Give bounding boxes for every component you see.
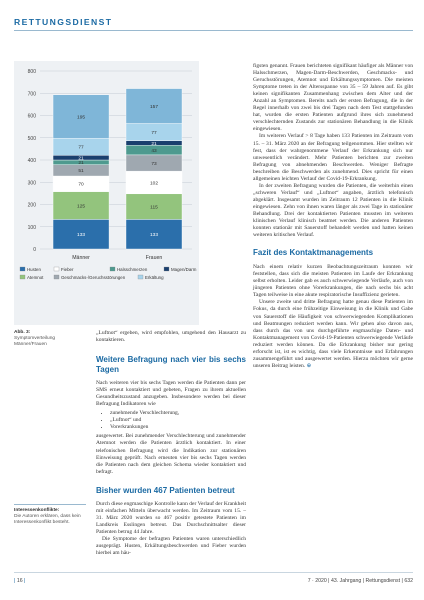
bar-value-label: 133 [77, 233, 86, 239]
paragraph-weiterer-verlauf: Im weiteren Verlauf > 8 Tage haben 133 Patienten im Zeitraum vom 15. – 31. März 2020 an der Befragung teilgenommen. Hier stellten wir fest, dass der wahrgenommene Verlauf der Erkrankung sich nur unwesentlich verändert. Mehr Patienten berichten zur zweiten Befragung von abnehmenden Beschwerden. Weniger Befragte beschreiben die Beschwerden als zunehmend. Dies spricht für einen allgemeinen leichten Verlauf der Covid-19-Erkrankung. [253, 133, 413, 182]
page-number-right: 632 [404, 578, 413, 584]
y-tick-label: 100 [27, 224, 36, 231]
paragraph-bisher: Durch diese engmaschige Kontrolle kann der Verlauf der Krankheit mit einfachen Mitteln überwacht werden. Im Zeitraum vom 15. – 31. März 2020 wurden so 467 positiv getestete Patienten im Landkreis Esslingen betreut. Das Durchschnittsalter dieser Patienten betrug 44 Jahre. [96, 500, 246, 535]
paragraph-zweite-befragung: In der zweiten Befragung wurden die Patienten, die weiterhin einen „schweren Verlauf“ und „Luftnot“ angaben, ärztlich telefonisch abgeklärt. Insgesamt wurden im Zeitraum 12 Patienten in die Klinik eingewiesen. Zehn von ihnen waren länger als zwei Tage in stationärer Behandlung. Drei der kontaktierten Patienten mussten im weiteren klinischen Verlauf klinisch beatmet werden. Die anderen Patienten konnten stationär mit Sauerstoff behandelt werden und hatten keinen weiteren kritischen Verlauf. [253, 182, 413, 239]
bar-value-label: 43 [151, 148, 157, 154]
legend-swatch [20, 267, 25, 271]
legend-swatch [164, 267, 169, 271]
legend-label: Geschmacks-/Geruchsstörungen [61, 275, 126, 280]
figure-chart-box [14, 61, 199, 325]
right-column [253, 63, 413, 370]
heading-weitere-befragung: Weitere Befragung nach vier bis sechs Tagen [96, 355, 246, 375]
bar-value-label: 21 [78, 156, 84, 162]
x-category-label: Männer [72, 255, 90, 261]
paragraph-fazit-1: Nach einem relativ kurzen Beobachtungszeitraum konnten wir feststellen, dass sich die meisten Patienten im Laufe der Erkrankung selbst erholten. Leider gab es auch schwerwiegende Verläufe, auch von jüngeren Patienten ohne Vorerkrankungen, die nach sechs bis acht Tagen teilweise in eine akute respiratorische Insuffizienz gerieten. [253, 264, 413, 299]
bar-value-label: 102 [149, 181, 159, 187]
bar-value-label: 77 [78, 145, 84, 151]
list-item: • zunehmende Verschlechterung, [110, 410, 246, 417]
paragraph-ausgewertet: ausgewertet. Bei zunehmender Verschlechterung und zunehmender Atemnot werden die Patienten ärztlich kontaktiert. In einer telefonischen Befragung wird die Indikation zur stationären Einweisung geprüft. Nach erneuten vier bis sechs Tagen werden die Patienten nach dem gleichen Schema wieder kontaktiert und befragt. [96, 433, 246, 475]
y-tick-label: 0 [33, 247, 36, 253]
bar-value-label: 70 [78, 182, 84, 188]
y-tick-label: 500 [27, 135, 36, 142]
y-tick-label: 700 [27, 91, 36, 98]
y-tick-label: 400 [27, 158, 36, 164]
bar-value-label: 125 [77, 204, 86, 210]
list-item: • „Luftnot“ und [110, 417, 246, 424]
page-number-left: 16 [16, 578, 23, 584]
journal-info: 7 · 2020 | 43. Jahrgang | Rettungsdienst | [307, 578, 403, 584]
bar-value-label: 21 [78, 161, 84, 167]
sidenote-text: Die Autoren erklären, dass kein Interessenkonflikt besteht. [14, 514, 81, 526]
legend-swatch [110, 267, 115, 271]
bar-value-label: 77 [151, 130, 157, 136]
footer-journal [308, 578, 413, 584]
list-item: • Vorerkrankungen [110, 424, 246, 431]
legend-swatch [138, 275, 143, 279]
left-column [96, 330, 246, 557]
y-tick-label: 600 [27, 113, 36, 120]
bar-value-label: 157 [149, 104, 159, 110]
y-tick-label: 300 [27, 180, 36, 187]
figure-caption [14, 330, 56, 348]
conflict-of-interest-note [14, 504, 86, 526]
legend-label: Erkältung [145, 275, 164, 280]
footer-page-left: | 16 | [14, 578, 26, 584]
y-tick-label: 200 [27, 202, 36, 209]
x-category-label: Frauen [145, 255, 163, 261]
bar-value-label: 51 [78, 169, 84, 175]
sidenote-title: Interessenkonflikte: [14, 508, 60, 513]
legend-label: Halsschmerzen [117, 267, 148, 272]
legend-label: Husten [27, 267, 41, 272]
bar-value-label: 115 [150, 205, 158, 211]
bar-value-label: 195 [77, 115, 86, 121]
paragraph-fazit-2-text: Unsere zweite und dritte Befragung hatte genau diese Patienten im Fokus, da durch eine frühzeitige Einweisung in die Klinik und Gabe von Sauerstoff die Häufigkeit von schwerwiegenden Komplikationen und Beatmungen reduziert werden kann. Wir gehen also davon aus, dass durch das von uns durchgeführte engmaschige Daten- und Kontaktmanagement von Covid-19-Patienten schwerwiegende Verläufe reduziert werden können. Da die Erkrankung bisher nur gering erforscht ist, ist es wichtig, dass viele Erkenntnisse und Erfahrungen zusammengeführt und ausgewertet werden. Hierzu möchten wir gerne unseren Beitrag leisten. [253, 299, 413, 369]
legend-swatch [54, 275, 59, 279]
paragraph-intro: „Luftnot“ ergeben, wird empfohlen, umgehend den Hausarzt zu kontaktieren. [96, 330, 246, 344]
stacked-bar-chart [14, 61, 199, 325]
figure-caption-label: Abb. 3: [14, 330, 31, 335]
legend-swatch [20, 275, 25, 279]
bar-value-label: 133 [149, 233, 159, 239]
paragraph-figsten: figsten genannt. Frauen berichteten signifikant häufiger als Männer von Halsschmerzen, Magen-Darm-Beschwerden, Geschmacks- und Geruchsstörungen, Atemnot und Erkältungssymptomen. Die meisten Symptome treten in der Altersspanne von 35 – 59 Jahren auf. Es gibt keinen signifikanten Zusammenhang zwischen dem Alter und der Anzahl an Symptomen. Bereits nach der ersten Befragung, die in der Regel innerhalb von zwei bis drei Tagen nach dem Test stattgefunden hat, wurden die ersten Patienten aufgrund ihres sich zunehmend verschlechternden Zustands zur stationären Behandlung in die Klinik eingewiesen. [253, 63, 413, 133]
paragraph-fazit-2 [253, 299, 413, 369]
y-tick-label: 800 [27, 69, 36, 75]
figure-caption-text: Symptomverteilung Männer/Frauen [14, 336, 56, 347]
end-mark-icon: ⊕ [306, 362, 312, 369]
legend-label: Atemnot [27, 275, 44, 280]
paragraph-symptome: Die Symptome der befragten Patienten waren unterschiedlich ausgeprägt. Husten, Erkältungsbeschwerden und Fieber wurden hierbei am häu- [96, 535, 246, 557]
legend-label: Fieber [61, 267, 74, 272]
section-header: RETTUNGSDIENST [14, 17, 113, 27]
heading-fazit: Fazit des Kontaktmanagements [253, 248, 374, 258]
paragraph-weitere: Nach weiteren vier bis sechs Tagen werden die Patienten dann per SMS erneut kontaktiert und gebeten, Fragen zu ihrem aktuellen Gesundheitszustand anzugeben. Insbesondere werden bei dieser Befragung Indikatoren wie [96, 380, 246, 408]
header-rule [14, 30, 413, 31]
legend-label: Magen/Darm [171, 267, 197, 272]
indicator-list [96, 410, 246, 431]
footer-rule [14, 572, 413, 573]
legend-swatch [54, 267, 59, 271]
heading-bisher: Bisher wurden 467 Patienten betreut [96, 485, 235, 495]
bar-value-label: 73 [151, 161, 157, 167]
bar-value-label: 21 [151, 141, 157, 147]
